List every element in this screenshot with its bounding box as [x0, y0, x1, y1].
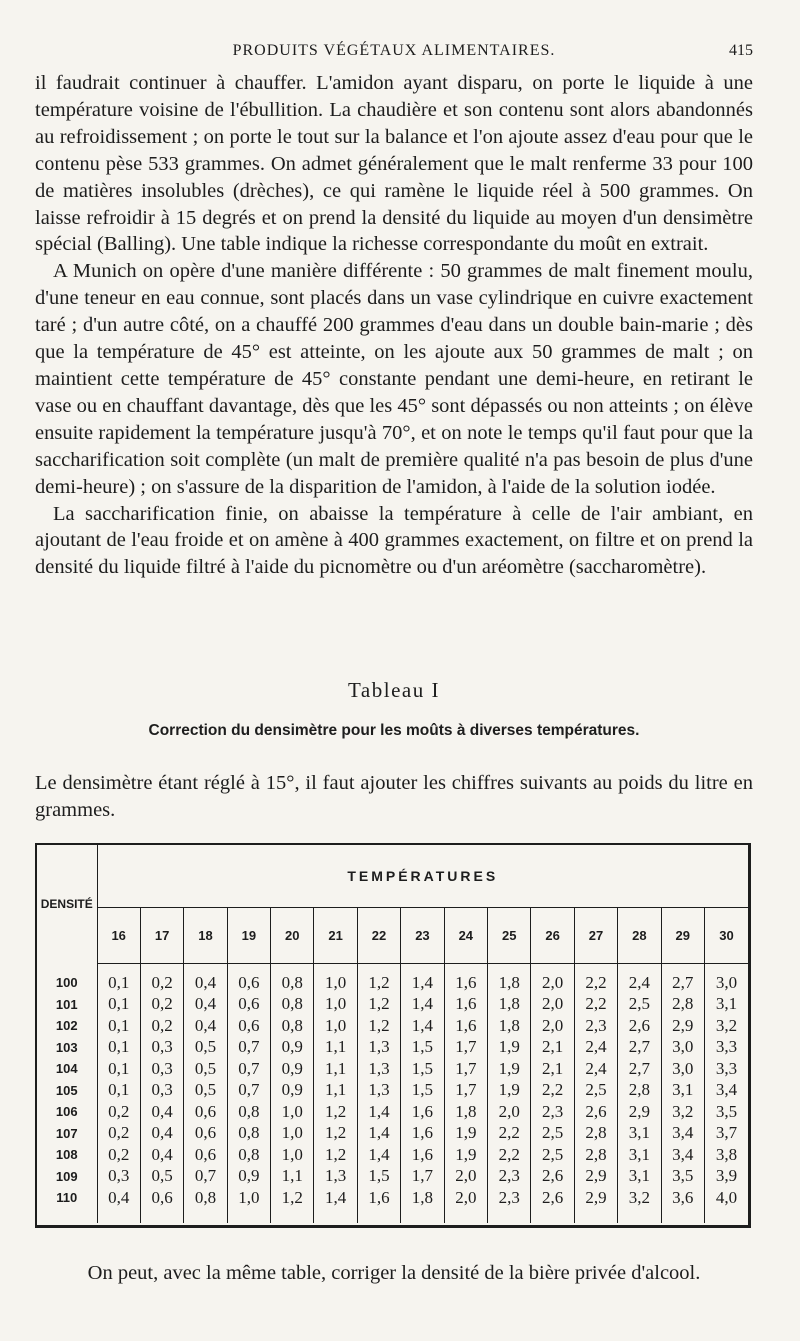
correction-cell: 1,0: [314, 1015, 357, 1037]
correction-cell: 1,7: [401, 1166, 444, 1188]
correction-cell: 1,0: [271, 1144, 314, 1166]
correction-cell: 0,6: [140, 1187, 183, 1209]
correction-cell: 0,3: [140, 1080, 183, 1102]
correction-cell: 2,6: [618, 1015, 661, 1037]
correction-cell: 2,9: [618, 1101, 661, 1123]
correction-cell: 0,3: [97, 1166, 140, 1188]
correction-cell: 0,9: [271, 1080, 314, 1102]
correction-cell: 0,4: [97, 1187, 140, 1209]
table-row: [37, 1037, 748, 1059]
correction-cell: 2,0: [531, 994, 574, 1016]
correction-cell: 0,7: [227, 1080, 270, 1102]
correction-cell: 2,9: [574, 1166, 617, 1188]
correction-cell: 3,8: [715, 1144, 738, 1164]
correction-cell: 1,3: [357, 1080, 400, 1102]
correction-cell: 0,1: [97, 1015, 140, 1037]
correction-cell: 1,0: [271, 1123, 314, 1145]
spacer-row: [37, 964, 748, 973]
correction-cell: 2,6: [574, 1101, 617, 1123]
correction-cell: 2,3: [488, 1166, 531, 1188]
correction-cell: 3,3: [715, 1058, 738, 1078]
correction-cell: 0,1: [97, 1080, 140, 1102]
correction-cell: 3,0: [661, 1037, 704, 1059]
correction-cell: 1,3: [314, 1166, 357, 1188]
densite-cell: 109: [37, 1166, 97, 1188]
correction-cell: 2,8: [661, 994, 704, 1016]
correction-cell: 2,5: [574, 1080, 617, 1102]
correction-cell: 0,2: [140, 972, 183, 994]
correction-cell: 0,8: [271, 972, 314, 994]
correction-cell: 3,9: [715, 1166, 738, 1186]
temperature-col-header: 20: [271, 908, 314, 964]
correction-cell: 1,6: [401, 1123, 444, 1145]
correction-cell: 0,4: [140, 1144, 183, 1166]
correction-cell: 1,2: [357, 994, 400, 1016]
correction-cell: 0,1: [97, 994, 140, 1016]
correction-cell: 2,4: [574, 1037, 617, 1059]
correction-cell: 0,2: [97, 1123, 140, 1145]
correction-cell: 3,2: [715, 1015, 738, 1035]
correction-cell: 0,3: [140, 1037, 183, 1059]
correction-cell: 3,3: [715, 1037, 738, 1057]
temperature-col-header: 22: [357, 908, 400, 964]
correction-cell: 0,8: [271, 1015, 314, 1037]
correction-cell: 1,3: [357, 1058, 400, 1080]
correction-cell: 0,6: [227, 994, 270, 1016]
correction-cell: 0,4: [184, 1015, 227, 1037]
correction-cell: 1,1: [314, 1080, 357, 1102]
correction-cell: 1,6: [444, 972, 487, 994]
correction-cell: 3,2: [661, 1101, 704, 1123]
correction-cell: 3,7: [715, 1123, 738, 1143]
correction-cell: 0,2: [140, 1015, 183, 1037]
correction-cell: 1,6: [444, 994, 487, 1016]
correction-cell: 0,6: [184, 1101, 227, 1123]
temperature-col-header: 30: [704, 908, 748, 964]
correction-cell: 3,2: [618, 1187, 661, 1209]
correction-cell: 1,4: [401, 1015, 444, 1037]
table-row: [37, 1166, 748, 1188]
correction-cell: 1,9: [488, 1080, 531, 1102]
correction-cell: 1,6: [357, 1187, 400, 1209]
correction-cell: 2,6: [531, 1187, 574, 1209]
correction-cell: 0,5: [184, 1058, 227, 1080]
correction-cell: 3,1: [661, 1080, 704, 1102]
densite-cell: 110: [37, 1187, 97, 1209]
correction-cell: 3,4: [661, 1144, 704, 1166]
temperature-col-header: 26: [531, 908, 574, 964]
correction-cell: 2,2: [574, 994, 617, 1016]
correction-cell: 0,8: [227, 1101, 270, 1123]
correction-cell: 0,9: [271, 1037, 314, 1059]
correction-cell: 2,0: [444, 1166, 487, 1188]
correction-cell: 2,8: [574, 1123, 617, 1145]
correction-cell: 1,4: [357, 1101, 400, 1123]
correction-table: [37, 845, 748, 1223]
correction-cell: 0,8: [227, 1144, 270, 1166]
table-subtitle: Correction du densimètre pour les moûts à diverses températures.: [148, 722, 640, 739]
densite-cell: 103: [37, 1037, 97, 1059]
correction-cell: 0,2: [97, 1144, 140, 1166]
correction-cell: 0,1: [97, 1037, 140, 1059]
densite-header: DENSITÉ: [37, 845, 97, 964]
correction-cell: 2,2: [488, 1123, 531, 1145]
correction-cell: 2,0: [531, 972, 574, 994]
correction-cell: 0,2: [97, 1101, 140, 1123]
correction-cell: 0,6: [184, 1144, 227, 1166]
correction-cell: 1,7: [444, 1058, 487, 1080]
paragraph: La saccharification finie, on abaisse la température à celle de l'air ambiant, en ajoutant de l'eau froide et on amène à 400 grammes exactement, on filtre et on prend la densité du liquide filtré à l'aide du picnomètre ou d'un aréomètre (saccharomètre).: [35, 502, 753, 579]
correction-cell: 2,5: [531, 1144, 574, 1166]
densite-cell: 106: [37, 1101, 97, 1123]
correction-cell: 1,9: [488, 1058, 531, 1080]
correction-cell: 0,9: [227, 1166, 270, 1188]
correction-cell: 0,5: [184, 1080, 227, 1102]
body-text: [35, 70, 753, 581]
temperature-col-header: 24: [444, 908, 487, 964]
correction-cell: 2,9: [661, 1015, 704, 1037]
table-title: Tableau I: [348, 678, 440, 702]
correction-cell: 2,3: [488, 1187, 531, 1209]
correction-cell: 0,1: [97, 972, 140, 994]
correction-cell: 1,2: [357, 972, 400, 994]
temperature-col-header: 28: [618, 908, 661, 964]
correction-cell: 1,4: [314, 1187, 357, 1209]
correction-cell: 0,4: [140, 1101, 183, 1123]
correction-cell: 1,7: [444, 1080, 487, 1102]
correction-cell: 1,2: [271, 1187, 314, 1209]
correction-cell: 1,8: [488, 1015, 531, 1037]
correction-cell: 0,4: [140, 1123, 183, 1145]
correction-cell: 1,1: [314, 1058, 357, 1080]
correction-cell: 2,2: [488, 1144, 531, 1166]
temperature-row: [37, 908, 748, 964]
correction-cell: 0,7: [184, 1166, 227, 1188]
correction-table-frame: [35, 843, 751, 1228]
densite-cell: 100: [37, 972, 97, 994]
densite-cell: 107: [37, 1123, 97, 1145]
correction-cell: 0,2: [140, 994, 183, 1016]
table-intro: Le densimètre étant réglé à 15°, il faut ajouter les chiffres suivants au poids du litre en grammes.: [35, 772, 753, 821]
correction-cell: 2,4: [574, 1058, 617, 1080]
correction-cell: 1,5: [401, 1037, 444, 1059]
correction-cell: 1,4: [401, 972, 444, 994]
temperature-col-header: 16: [97, 908, 140, 964]
temperature-col-header: 19: [227, 908, 270, 964]
table-row: [37, 972, 748, 994]
correction-cell: 1,8: [444, 1101, 487, 1123]
correction-cell: 2,6: [531, 1166, 574, 1188]
table-row: [37, 1058, 748, 1080]
correction-cell: 1,4: [357, 1123, 400, 1145]
correction-cell: 3,1: [715, 994, 738, 1014]
correction-cell: 2,7: [618, 1037, 661, 1059]
correction-cell: 2,2: [574, 972, 617, 994]
temperature-col-header: 29: [661, 908, 704, 964]
correction-cell: 0,5: [140, 1166, 183, 1188]
correction-cell: 1,2: [314, 1123, 357, 1145]
correction-cell: 1,4: [401, 994, 444, 1016]
correction-cell: 0,7: [227, 1037, 270, 1059]
correction-cell: 0,1: [97, 1058, 140, 1080]
correction-cell: 1,9: [444, 1123, 487, 1145]
correction-cell: 0,3: [140, 1058, 183, 1080]
correction-cell: 0,7: [227, 1058, 270, 1080]
correction-cell: 2,8: [574, 1144, 617, 1166]
correction-cell: 1,0: [314, 972, 357, 994]
correction-cell: 1,8: [488, 994, 531, 1016]
correction-cell: 1,9: [444, 1144, 487, 1166]
table-row: [37, 1187, 748, 1209]
correction-cell: 3,1: [618, 1123, 661, 1145]
correction-cell: 1,3: [357, 1037, 400, 1059]
correction-cell: 1,0: [271, 1101, 314, 1123]
temperature-col-header: 27: [574, 908, 617, 964]
correction-cell: 3,5: [715, 1101, 738, 1121]
page-number: 415: [729, 42, 753, 59]
correction-cell: 1,0: [314, 994, 357, 1016]
correction-cell: 1,2: [357, 1015, 400, 1037]
correction-cell: 2,1: [531, 1058, 574, 1080]
correction-cell: 0,6: [184, 1123, 227, 1145]
correction-cell: 2,0: [444, 1187, 487, 1209]
running-head: PRODUITS VÉGÉTAUX ALIMENTAIRES.: [232, 42, 556, 59]
correction-cell: 0,4: [184, 972, 227, 994]
correction-cell: 0,8: [271, 994, 314, 1016]
correction-cell: 4,0: [715, 1187, 738, 1207]
correction-cell: 2,8: [618, 1080, 661, 1102]
correction-cell: 2,7: [661, 972, 704, 994]
correction-cell: 1,6: [401, 1101, 444, 1123]
correction-cell: 1,7: [444, 1037, 487, 1059]
correction-cell: 2,1: [531, 1037, 574, 1059]
table-row: [37, 1015, 748, 1037]
correction-cell: 1,6: [401, 1144, 444, 1166]
correction-cell: 3,0: [715, 972, 738, 992]
correction-cell: 3,5: [661, 1166, 704, 1188]
correction-cell: 1,5: [401, 1080, 444, 1102]
correction-cell: 1,8: [488, 972, 531, 994]
correction-cell: 1,1: [314, 1037, 357, 1059]
temperature-col-header: 25: [488, 908, 531, 964]
correction-cell: 3,0: [661, 1058, 704, 1080]
correction-cell: 2,9: [574, 1187, 617, 1209]
table-row: [37, 1144, 748, 1166]
densite-cell: 101: [37, 994, 97, 1016]
correction-cell: 1,4: [357, 1144, 400, 1166]
table-row: [37, 1123, 748, 1145]
correction-cell: 2,0: [531, 1015, 574, 1037]
densite-cell: 108: [37, 1144, 97, 1166]
correction-cell: 3,1: [618, 1166, 661, 1188]
correction-cell: 0,6: [227, 972, 270, 994]
correction-cell: 0,4: [184, 994, 227, 1016]
spacer-row: [37, 1209, 748, 1223]
densite-cell: 105: [37, 1080, 97, 1102]
correction-cell: 0,9: [271, 1058, 314, 1080]
correction-cell: 2,5: [531, 1123, 574, 1145]
correction-cell: 2,4: [618, 972, 661, 994]
densite-cell: 104: [37, 1058, 97, 1080]
densite-cell: 102: [37, 1015, 97, 1037]
correction-cell: 1,6: [444, 1015, 487, 1037]
correction-cell: 2,2: [531, 1080, 574, 1102]
correction-cell: 2,3: [531, 1101, 574, 1123]
temperature-col-header: 21: [314, 908, 357, 964]
table-row: [37, 1080, 748, 1102]
paragraph: A Munich on opère d'une manière différente : 50 grammes de malt finement moulu, d'une teneur en eau connue, sont placés dans un vase cylindrique en cuivre exactement taré ; d'un autre côté, on a chauffé 200 grammes d'eau dans un double bain-marie ; dès que la température de 45° est atteinte, on les ajoute aux 50 grammes de malt ; on maintient cette température de 45° constante pendant une demi-heure, en retirant le vase ou en chauffant davantage, dès que les 45° sont dépassés ou non atteints ; on élève ensuite rapidement la température jusqu'à 70°, et on note le temps qu'il faut pour que la saccharification soit complète (un malt de première qualité n'a pas besoin de plus d'une demi-heure) ; on s'assure de la disparition de l'amidon, à l'aide de la solution iodée.: [35, 260, 753, 498]
temperature-col-header: 17: [140, 908, 183, 964]
correction-cell: 0,8: [227, 1123, 270, 1145]
page-header: [35, 42, 753, 68]
correction-cell: 2,3: [574, 1015, 617, 1037]
paragraph: il faudrait continuer à chauffer. L'amidon ayant disparu, on porte le liquide à une température voisine de l'ébullition. La chaudière et son contenu sont alors abandonnés au refroidissement ; on porte le tout sur la balance et l'on ajoute assez d'eau pour que le contenu pèse 533 grammes. On admet généralement que le malt renferme 33 pour 100 de matières insolubles (drèches), ce qui ramène le liquide réel à 500 grammes. On laisse refroidir à 15 degrés et on prend la densité du liquide au moyen d'un densimètre spécial (Balling). Une table indique la richesse correspondante du moût en extrait.: [35, 72, 753, 256]
correction-cell: 1,2: [314, 1144, 357, 1166]
temperature-col-header: 18: [184, 908, 227, 964]
footer-text: On peut, avec la même table, corriger la densité de la bière privée d'alcool.: [87, 1262, 701, 1284]
correction-cell: 1,1: [271, 1166, 314, 1188]
correction-cell: 1,8: [401, 1187, 444, 1209]
correction-cell: 3,4: [715, 1080, 738, 1100]
correction-cell: 0,6: [227, 1015, 270, 1037]
correction-cell: 0,5: [184, 1037, 227, 1059]
correction-cell: 3,4: [661, 1123, 704, 1145]
correction-cell: 0,8: [184, 1187, 227, 1209]
table-body: [37, 964, 748, 1223]
correction-cell: 2,5: [618, 994, 661, 1016]
correction-cell: 1,5: [401, 1058, 444, 1080]
correction-cell: 2,0: [488, 1101, 531, 1123]
correction-cell: 1,2: [314, 1101, 357, 1123]
table-row: [37, 994, 748, 1016]
temperature-col-header: 23: [401, 908, 444, 964]
correction-cell: 3,6: [661, 1187, 704, 1209]
correction-cell: 2,7: [618, 1058, 661, 1080]
correction-cell: 1,9: [488, 1037, 531, 1059]
correction-cell: 1,5: [357, 1166, 400, 1188]
temperatures-header: TEMPÉRATURES: [97, 845, 748, 908]
correction-cell: 1,0: [227, 1187, 270, 1209]
table-row: [37, 1101, 748, 1123]
correction-cell: 3,1: [618, 1144, 661, 1166]
